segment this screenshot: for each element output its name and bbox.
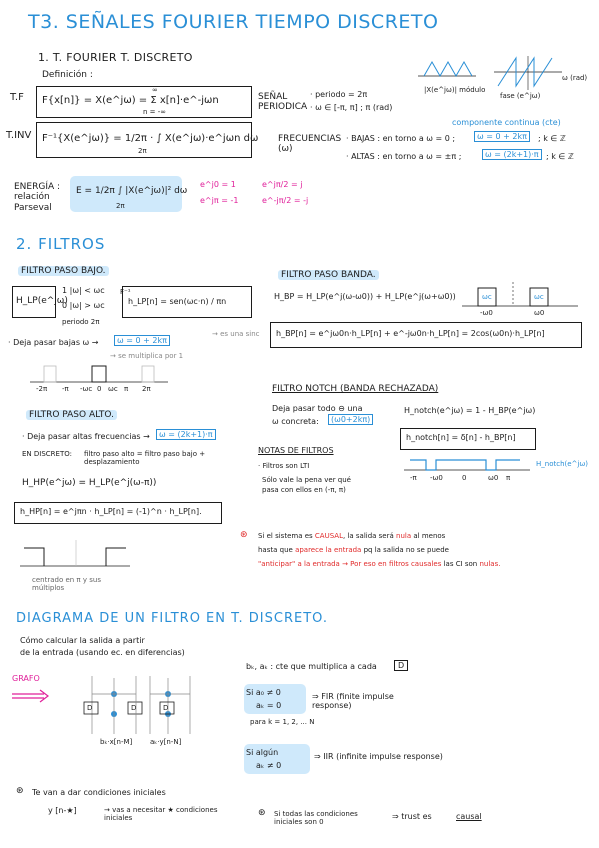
graph-module-caption: |X(e^jω)| módulo: [424, 86, 486, 94]
bp-box-label-right: ωc: [534, 293, 544, 301]
altas-k: ; k ∈ ℤ: [546, 152, 574, 161]
lp-tick-wc: ωc: [108, 385, 118, 393]
tf-formula: F{x[n]} = X(e^jω) = Σ x[n]·e^-jωn: [42, 95, 219, 106]
hlp-n-formula: h_LP[n] = sen(ωc·n) / πn: [128, 297, 227, 306]
paso-alto-title: FILTRO PASO ALTO.: [26, 410, 117, 420]
omega-range-note: · ω ∈ [-π, π] ; π (rad): [310, 103, 393, 112]
definicion-label: Definición :: [42, 70, 93, 80]
bajas-k: ; k ∈ ℤ: [538, 134, 566, 143]
deja-altas-eq: ω = (2k+1)·π: [156, 429, 216, 440]
delay-box-1: D: [87, 704, 93, 712]
causal-word: CAUSAL: [314, 532, 343, 540]
ci-star-2: ⊛: [258, 808, 266, 818]
causal-line-1c: al menos: [413, 532, 446, 540]
tinv-int-sub: 2π: [138, 147, 147, 155]
iir-cond-1: Si algún: [246, 748, 279, 757]
altas-text: · ALTAS : en torno a ω = ±π ;: [346, 152, 462, 161]
lp-tick-2pi: 2π: [142, 385, 151, 393]
arrow-f-inv: F⁻¹: [120, 288, 131, 296]
nula-word: nula: [396, 532, 412, 540]
ci-note-1: Te van a dar condiciones iniciales: [32, 788, 166, 797]
hlp-label: H_LP(e^jω): [16, 296, 68, 306]
notch-title: FILTRO NOTCH (BANDA RECHAZADA): [272, 384, 439, 394]
bp-tick-w0: ω0: [534, 309, 545, 317]
deja-altas: · Deja pasar altas frecuencias →: [22, 432, 150, 441]
deja-bajas: · Deja pasar bajas ω →: [8, 338, 99, 347]
multiplica-note: → se multiplica por 1: [110, 352, 184, 360]
fir-k-range: para k = 1, 2, ... N: [250, 718, 315, 726]
notch-tick-0: 0: [462, 474, 467, 482]
causal-line-2a: hasta que: [258, 546, 293, 554]
delay-box-2: D: [131, 704, 137, 712]
bk-ak-d-box: D: [394, 660, 408, 671]
hhp-n-formula: h_HP[n] = e^jπn · h_LP[n] = (-1)^n · h_LP[n].: [20, 507, 202, 516]
section-2-heading: 2. FILTROS: [16, 235, 106, 253]
ci-note-2: y [n-★]: [48, 806, 77, 815]
sum-top: ∞: [152, 86, 158, 94]
delay-box-3: D: [163, 704, 169, 712]
sum-bottom: n = -∞: [143, 108, 167, 116]
altas-eq: ω = (2k+1)·π: [482, 149, 542, 160]
en-discreto: EN DISCRETO:: [22, 450, 72, 458]
ci-note-3: → vas a necesitar ★ condiciones iniciales: [104, 806, 218, 823]
aparece-word: aparece la entrada: [295, 546, 362, 554]
tinv-label: T.INV: [6, 130, 32, 141]
hbp-formula: H_BP = H_LP(e^j(ω-ω0)) + H_LP(e^j(ω+ω0)): [274, 292, 456, 301]
filtros-word: filtros causales: [388, 560, 442, 568]
notch-tick-w0: ω0: [488, 474, 499, 482]
lp-tick-mwc: -ωc: [80, 385, 93, 393]
fir-result: ⇒ FIR (finite impulse response): [312, 692, 394, 711]
notch-deja-2: ω concreta:: [272, 417, 319, 426]
hhp-formula: H_HP(e^jω) = H_LP(e^j(ω-π)): [22, 478, 157, 488]
grafo-label: GRAFO: [12, 674, 40, 683]
senal-periodica: SEÑAL PERIODICA: [258, 92, 308, 113]
notas-n2b: pasa con ellos en (-π, π): [262, 486, 346, 494]
lp-tick-pi: π: [124, 385, 129, 393]
lp-tick-0: 0: [97, 385, 102, 393]
bp-box-label-left: ωc: [482, 293, 492, 301]
causal-line-2b: pq la salida no se puede: [363, 546, 449, 554]
nulas-word: nulas.: [479, 560, 501, 568]
causal-line-1b: , la salida será: [342, 532, 394, 540]
deja-bajas-eq: ω = 0 + 2kπ: [114, 335, 170, 346]
identity-1: e^j0 = 1: [200, 180, 236, 189]
hbp-n-formula: h_BP[n] = e^jω0n·h_LP[n] + e^-jω0n·h_LP[n] = 2cos(ω0n)·h_LP[n]: [276, 329, 545, 338]
notch-tick-mpi: -π: [410, 474, 417, 482]
causal-star: ⊛: [240, 530, 248, 540]
diagram-intro-1: Cómo calcular la salida a partir: [20, 636, 145, 645]
notas-title: NOTAS DE FILTROS: [258, 446, 334, 455]
case-2: 0 |ω| > ωc: [62, 301, 105, 310]
bk-label: bₖ·x[n-M]: [100, 738, 133, 746]
ci-causal-1: Si todas las condiciones iniciales son 0: [274, 810, 358, 827]
componente-continua: componente continua (cte): [452, 118, 561, 127]
fir-cond-1: Si a₀ ≠ 0: [246, 688, 281, 697]
ak-label: aₖ·y[n-N]: [150, 738, 182, 746]
ci-causal-2: ⇒ trust es: [392, 812, 432, 821]
sinc-note: → es una sinc: [212, 330, 260, 338]
energia-label: ENERGÍA : relación Parseval: [14, 182, 61, 213]
section-3-heading: DIAGRAMA DE UN FILTRO EN T. DISCRETO.: [16, 611, 328, 626]
lp-tick-m2pi: -2π: [36, 385, 48, 393]
identity-2: e^jπ = -1: [200, 196, 239, 205]
identity-3: e^jπ/2 = j: [262, 180, 303, 189]
causal-line-3a: "anticipar" a la entrada → Por eso en: [258, 560, 387, 568]
ci-star-1: ⊛: [16, 786, 24, 796]
notch-tick-pi: π: [506, 474, 511, 482]
energia-sub: 2π: [116, 202, 125, 210]
paso-banda-title: FILTRO PASO BANDA.: [278, 270, 379, 280]
notch-deja-eq: (ω0+2kπ): [328, 414, 373, 425]
iir-result: ⇒ IIR (infinite impulse response): [314, 752, 443, 761]
case-1: 1 |ω| < ωc: [62, 286, 105, 295]
frecuencias-label: FRECUENCIAS (ω): [278, 134, 342, 155]
tinv-formula: F⁻¹{X(e^jω)} = 1/2π · ∫ X(e^jω)·e^jωn dω: [42, 133, 259, 144]
filtro-note: filtro paso alto = filtro paso bajo + desplazamiento: [84, 450, 206, 467]
graph-phase-axis: ω (rad): [562, 74, 588, 82]
graph-phase-caption: fase (e^jω): [500, 92, 541, 100]
causal-line-1a: Si el sistema es: [258, 532, 313, 540]
bajas-text: · BAJAS : en torno a ω = 0 ;: [346, 134, 456, 143]
notch-deja-1: Deja pasar todo ⊖ una: [272, 404, 363, 413]
ci-causal-3: causal: [456, 812, 482, 821]
energia-formula: E = 1/2π ∫ |X(e^jω)|² dω: [76, 186, 188, 196]
diagram-intro-2: de la entrada (usando ec. en diferencias): [20, 648, 185, 657]
fir-cond-2: aₖ = 0: [256, 701, 282, 710]
page-title: T3. SEÑALES FOURIER TIEMPO DISCRETO: [28, 11, 439, 33]
bk-ak-note: bₖ, aₖ : cte que multiplica a cada: [246, 662, 377, 671]
section-1-heading: 1. T. FOURIER T. DISCRETO: [38, 51, 193, 64]
causal-line-3b: las CI son: [443, 560, 478, 568]
highpass-caption: centrado en π y sus múltiplos: [32, 576, 101, 593]
notas-n2a: Sólo vale la pena ver qué: [262, 476, 351, 484]
periodo-note: · periodo = 2π: [310, 90, 368, 99]
notas-n1: · Filtros son LTI: [258, 462, 310, 470]
bajas-eq: ω = 0 + 2kπ: [474, 131, 530, 142]
hnotch-formula: H_notch(e^jω) = 1 - H_BP(e^jω): [404, 406, 536, 415]
hnotch-n-formula: h_notch[n] = δ[n] - h_BP[n]: [406, 433, 516, 442]
iir-cond-2: aₖ ≠ 0: [256, 761, 282, 770]
paso-bajo-title: FILTRO PASO BAJO.: [18, 266, 109, 276]
lp-tick-mpi: -π: [62, 385, 69, 393]
tf-label: T.F: [10, 92, 24, 103]
notch-graph-label: H_notch(e^jω): [536, 460, 588, 468]
identity-4: e^-jπ/2 = -j: [262, 196, 309, 205]
periodo-2pi: periodo 2π: [62, 318, 100, 326]
notch-tick-mw0: -ω0: [430, 474, 443, 482]
bp-tick-mw0: -ω0: [480, 309, 493, 317]
